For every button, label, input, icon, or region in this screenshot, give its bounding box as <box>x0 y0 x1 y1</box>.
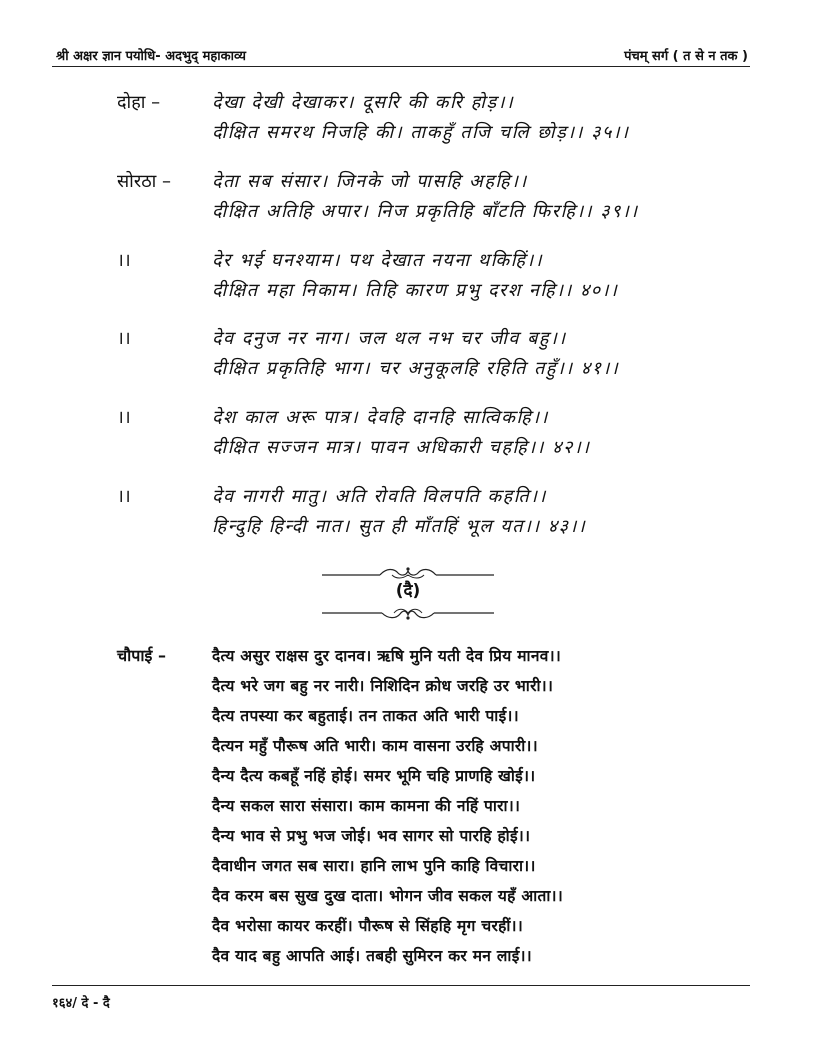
verse-line-1: देश काल अरू पात्र। देवहि दानहि सात्विकहि।। <box>212 407 549 428</box>
verse-line-1: देखा देखी देखाकर। दूसरि की करि होड़।। <box>212 92 515 113</box>
verse-line-2: दीक्षित अतिहि अपार। निज प्रकृतिहि बाँटति फिरहि।। ३९।। <box>212 201 639 222</box>
verse-line-2: दीक्षित प्रकृतिहि भाग। चर अनुकूलहि रहिति तहुँ।। ४१।। <box>212 358 620 379</box>
verse-35 <box>117 90 717 158</box>
chaupai-line: दैव भरोसा कायर करहीं। पौरूष से सिंहहि मृग चरहीं।। <box>212 917 524 935</box>
chaupai-line: दैत्य भरे जग बहु नर नारी। निशिदिन क्रोध जरहि उर भारी।। <box>212 677 554 695</box>
verse-label: दोहा – <box>117 92 161 113</box>
verse-label: सोरठा – <box>117 171 172 192</box>
chaupai-line: दैव करम बस सुख दुख दाता। भोगन जीव सकल यहँ आता।। <box>212 887 564 905</box>
verse-41 <box>117 326 717 394</box>
chaupai-line: दैत्यन महुँ पौरूष अति भारी। काम वासना उरहि अपारी।। <box>212 737 538 755</box>
chaupai-line: दैव याद बहु आपति आई। तबही सुमिरन कर मन लाई।। <box>212 947 532 965</box>
verse-line-2: दीक्षित समरथ निजहि की। ताकहुँ तजि चलि छोड़।। ३५।। <box>212 122 630 143</box>
footer-divider <box>52 985 750 986</box>
verse-label: ।। <box>117 250 131 271</box>
page-number: १६४/ दे - दै <box>52 996 110 1011</box>
verse-39 <box>117 169 717 237</box>
verse-label: ।। <box>117 486 131 507</box>
verse-line-2: दीक्षित सज्जन मात्र। पावन अधिकारी चहहि।। ४२।। <box>212 437 591 458</box>
chaupai-line: दैत्य असुर राक्षस दुर दानव। ऋषि मुनि यती देव प्रिय मानव।। <box>212 647 562 665</box>
chaupai-line: दैवाधीन जगत सब सारा। हानि लाभ पुनि काहि विचारा।। <box>212 857 536 875</box>
page-header <box>52 44 750 67</box>
verse-42 <box>117 405 717 473</box>
chaupai-line: दैन्य भाव से प्रभु भज जोई। भव सागर सो पारहि होई।। <box>212 827 531 845</box>
verse-line-1: देर भई घनश्याम। पथ देखात नयना थकिहिं।। <box>212 250 544 271</box>
verse-line-2: हिन्दुहि हिन्दी नात। सुत ही माँतहिं भूल यत।। ४३।। <box>212 516 587 537</box>
chaupai-line: दैन्य सकल सारा संसारा। काम कामना की नहिं पारा।। <box>212 797 521 815</box>
verse-40 <box>117 248 717 316</box>
verse-label: ।। <box>117 407 131 428</box>
verse-line-1: देव दनुज नर नाग। जल थल नभ चर जीव बहु।। <box>212 328 567 349</box>
verse-label: ।। <box>117 328 131 349</box>
verse-line-1: देव नागरी मातु। अति रोवति विलपति कहति।। <box>212 486 547 507</box>
ornament-divider-bottom <box>322 607 494 621</box>
verse-line-2: दीक्षित महा निकाम। तिहि कारण प्रभु दरश नहि।। ४०।। <box>212 280 619 301</box>
chaupai-line: दैत्य तपस्या कर बहुताई। तन ताकत अति भारी पाई।। <box>212 707 519 725</box>
chaupai-block <box>212 644 642 974</box>
chaupai-line: दैन्य दैत्य कबहूँ नहिं होई। समर भूमि चहि प्राणहि खोई।। <box>212 767 536 785</box>
chaupai-label: चौपाई – <box>117 646 166 665</box>
section-title: (दै) <box>395 581 421 601</box>
header-chapter: पंचम् सर्ग ( त से न तक ) <box>624 49 748 64</box>
header-book-title: श्री अक्षर ज्ञान पयोधि- अदभुद् महाकाव्य <box>56 49 246 64</box>
verse-43 <box>117 484 717 552</box>
verse-line-1: देता सब संसार। जिनके जो पासहि अहहि।। <box>212 171 528 192</box>
